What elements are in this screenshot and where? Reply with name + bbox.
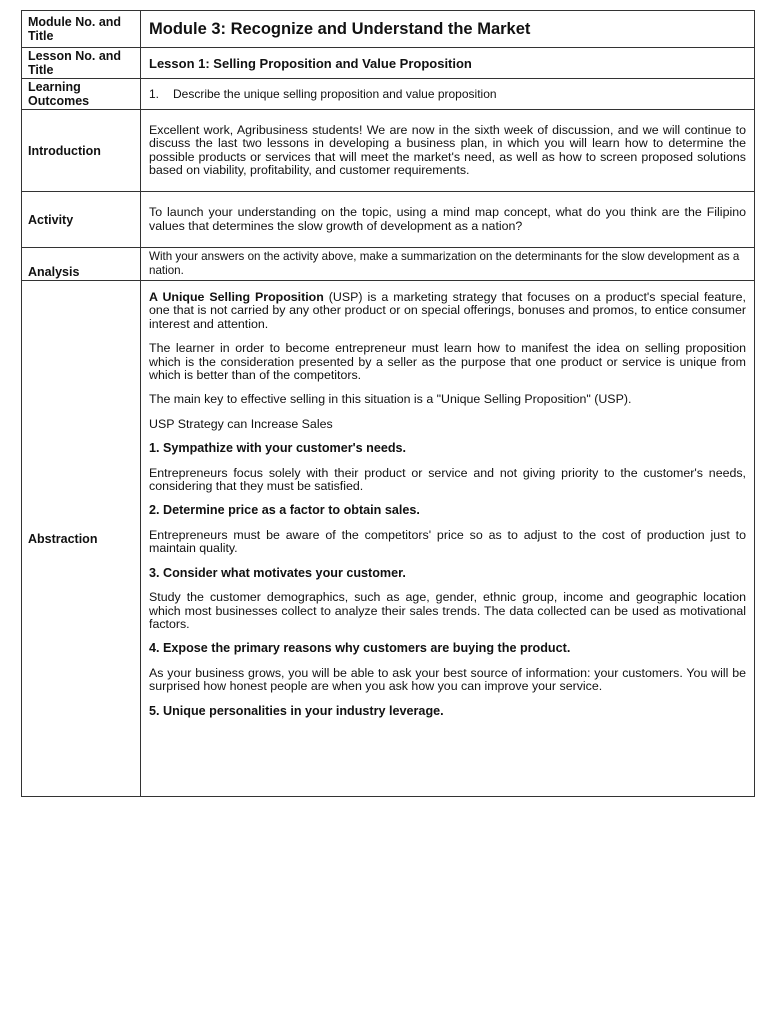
strategy-title: USP Strategy can Increase Sales	[149, 416, 333, 431]
strategy-heading-1: 1. Sympathize with your customer's needs.	[149, 441, 407, 456]
strategy-heading-4: 4. Expose the primary reasons why customers are buying the product.	[149, 641, 571, 656]
abstraction-content	[141, 281, 755, 797]
outcomes-label: Learning Outcomes	[22, 79, 141, 110]
activity-text: To launch your understanding on the topic, using a mind map concept, what do you think are the Filipino values that determines the slow growth of development as a nation?	[141, 192, 755, 248]
outcome-text: Describe the unique selling proposition and value proposition	[173, 87, 497, 101]
strategy-text-3: Study the customer demographics, such as age, gender, ethnic group, income and geographic location which most businesses collect to analyze their sales trends. The data collected can be used as motivational factors.	[149, 590, 746, 631]
usp-definition-text: (USP) is a marketing strategy that focuses on a product's special feature, one that is not carried by any other product or on special offerings, bonuses and promos, to entice consumer interest and attention.	[149, 290, 746, 331]
lesson-title: Lesson 1: Selling Proposition and Value Proposition	[141, 48, 755, 79]
usp-definition	[149, 291, 746, 331]
abstraction-paragraph-2: The learner in order to become entrepreneur must learn how to manifest the idea on selling proposition which is the consideration presented by a seller as the purpose that one product or service is unique from which is better than of the competitors.	[149, 341, 746, 383]
module-row	[22, 11, 755, 48]
module-label: Module No. and Title	[22, 11, 141, 48]
outcome-item	[141, 79, 755, 110]
lesson-table	[21, 10, 755, 797]
strategy-text-1: Entrepreneurs focus solely with their product or service and not giving priority to the customer's needs, considering that they must be satisfied.	[149, 465, 746, 494]
analysis-label: Analysis	[22, 248, 141, 281]
analysis-text: With your answers on the activity above, make a summarization on the determinants for the slow development as a nation.	[141, 248, 755, 281]
introduction-text: Excellent work, Agribusiness students! We are now in the sixth week of discussion, and we will continue to discuss the last two lessons in developing a business plan, in which you will learn how to determine the possible products or services that will meet the market's need, as well as how to screen proposed solutions based on viability, profitability, and customer requirements.	[141, 110, 755, 192]
lesson-label: Lesson No. and Title	[22, 48, 141, 79]
strategy-text-4: As your business grows, you will be able to ask your best source of information: your customers. You will be surprised how honest people are when you ask how you can improve your service.	[149, 665, 746, 694]
activity-label: Activity	[22, 192, 141, 248]
activity-row	[22, 192, 755, 248]
strategy-heading-3: 3. Consider what motivates your customer.	[149, 565, 406, 580]
analysis-row	[22, 248, 755, 281]
module-title: Module 3: Recognize and Understand the Market	[141, 11, 755, 48]
usp-term: A Unique Selling Proposition	[149, 290, 324, 304]
abstraction-label: Abstraction	[22, 281, 141, 797]
strategy-heading-2: 2. Determine price as a factor to obtain sales.	[149, 503, 420, 518]
strategy-heading-5: 5. Unique personalities in your industry leverage.	[149, 703, 444, 718]
abstraction-paragraph-3: The main key to effective selling in this situation is a "Unique Selling Proposition" (USP).	[149, 392, 632, 407]
abstraction-row	[22, 281, 755, 797]
introduction-row	[22, 110, 755, 192]
introduction-label: Introduction	[22, 110, 141, 192]
lesson-row	[22, 48, 755, 79]
outcomes-row	[22, 79, 755, 110]
strategy-text-2: Entrepreneurs must be aware of the competitors' price so as to adjust to the cost of production just to maintain quality.	[149, 527, 746, 556]
outcome-number: 1.	[149, 87, 160, 101]
